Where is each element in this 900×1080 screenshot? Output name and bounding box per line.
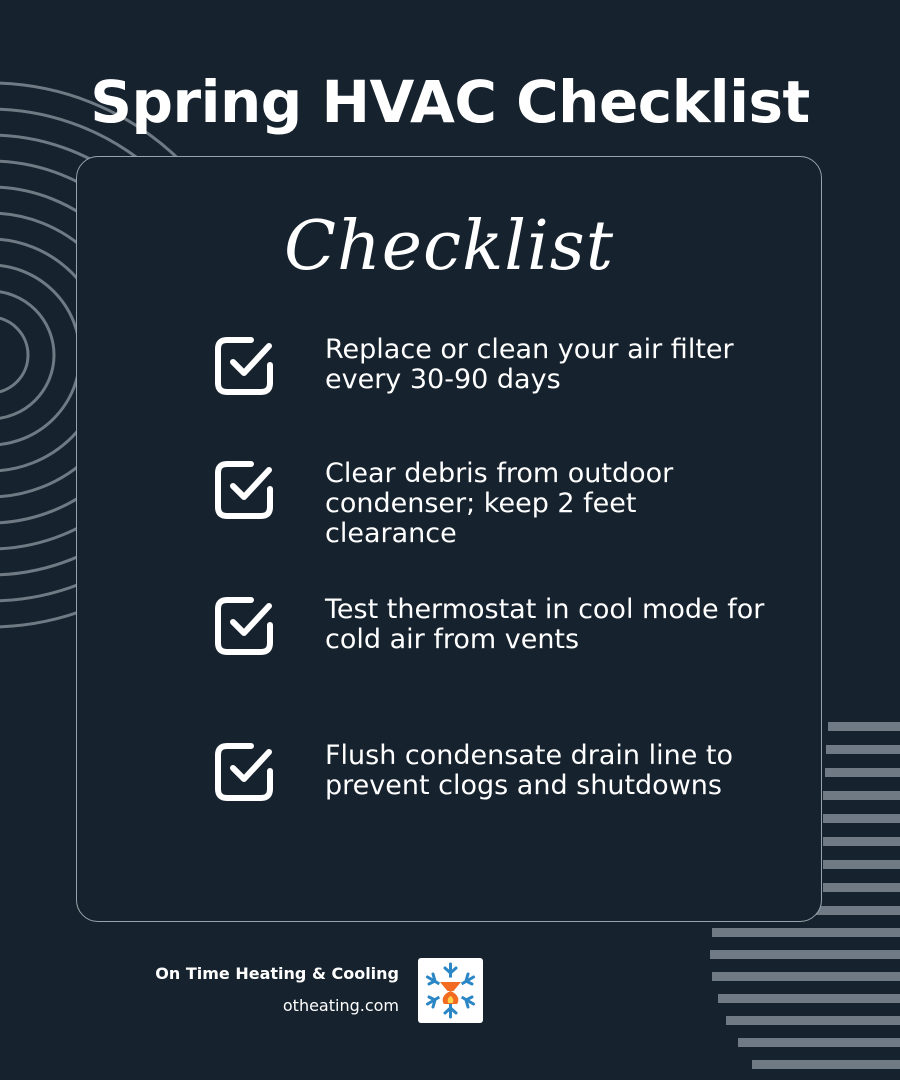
checklist-item-text: Test thermostat in cool mode for cold air from vents — [325, 594, 765, 655]
checklist-item-text: Flush condensate drain line to prevent clogs and shutdowns — [325, 740, 734, 801]
checklist-item-text: Replace or clean your air filter every 30-90 days — [325, 334, 734, 395]
checklist-card — [76, 156, 822, 922]
company-logo — [418, 958, 483, 1023]
card-heading: Checklist — [283, 207, 615, 286]
company-name: On Time Heating & Cooling — [155, 964, 399, 983]
checkbox-checked-icon — [213, 335, 275, 397]
company-website: otheating.com — [282, 996, 399, 1015]
checkbox-checked-icon — [213, 741, 275, 803]
checklist-item-text: Clear debris from outdoor condenser; keep 2 feet clearance — [325, 458, 674, 549]
snowflake-flame-logo-icon — [418, 958, 483, 1023]
checkbox-checked-icon — [213, 595, 275, 657]
page-title: Spring HVAC Checklist — [90, 68, 810, 136]
checkbox-checked-icon — [213, 459, 275, 521]
